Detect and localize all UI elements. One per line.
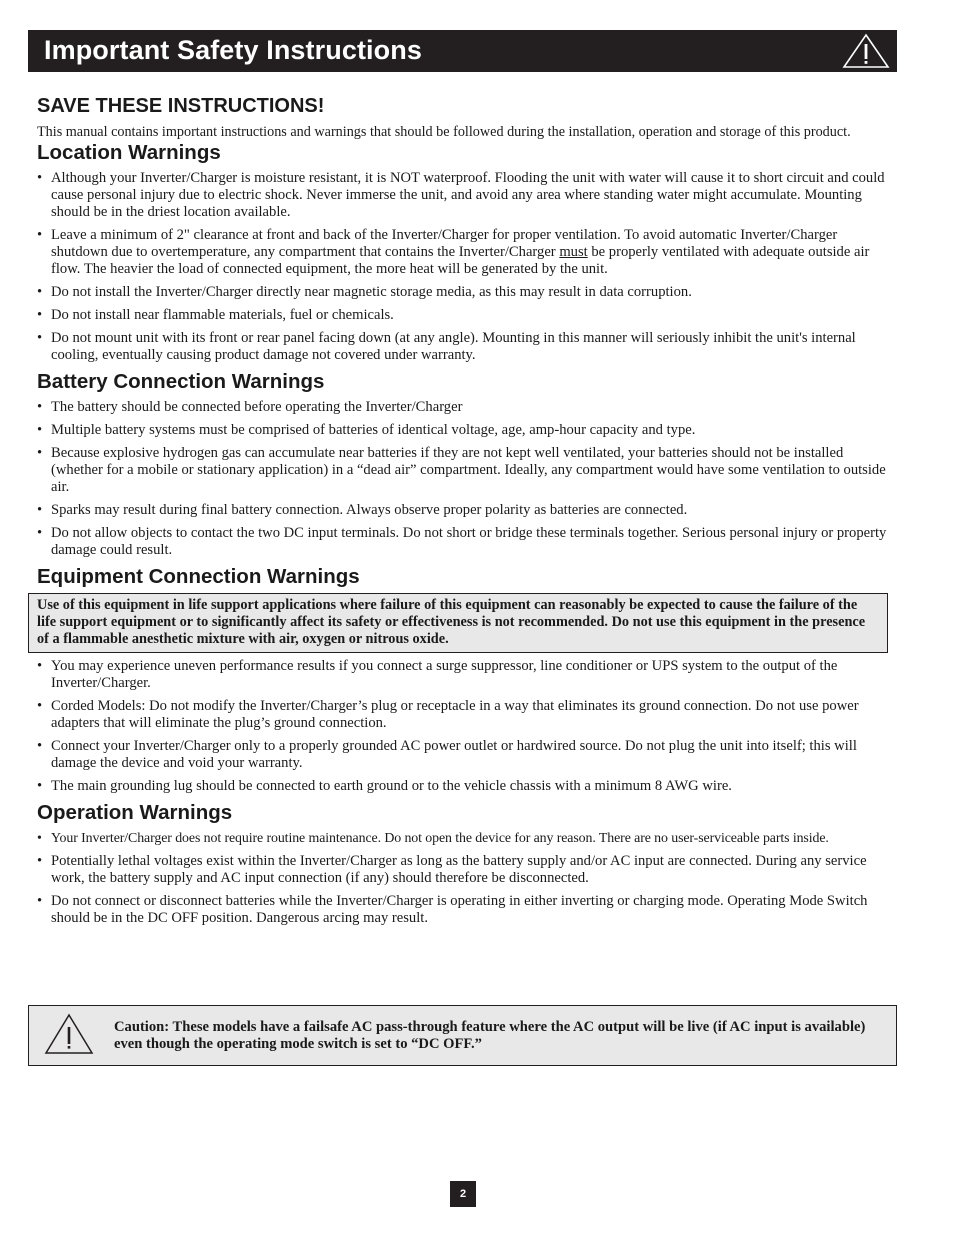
list-item: • Do not install near flammable materials, fuel or chemicals. bbox=[37, 307, 887, 324]
list-item: • Your Inverter/Charger does not require routine maintenance. Do not open the device for any reason. There are no user-serviceable parts inside. bbox=[37, 830, 887, 847]
list-item: • Do not mount unit with its front or rear panel facing down (at any angle). Mounting in this manner will seriously inhibit the unit's internal cooling, eventually causing product damage not covered under warranty. bbox=[37, 330, 887, 364]
list-item: • Do not install the Inverter/Charger directly near magnetic storage media, as this may result in data corruption. bbox=[37, 284, 887, 301]
emphasis-must: must bbox=[559, 244, 588, 260]
caution-text: Caution: These models have a failsafe AC pass-through feature where the AC output will be live (if AC input is available) even though the operating mode switch is set to “DC OFF.” bbox=[114, 1019, 866, 1052]
operation-heading: Operation Warnings bbox=[37, 801, 233, 824]
list-item: • Do not connect or disconnect batteries while the Inverter/Charger is operating in either inverting or charging mode. Operating Mode Switch should be in the DC OFF position. Dangerous arcing may result. bbox=[37, 893, 887, 927]
list-item: • Although your Inverter/Charger is moisture resistant, it is NOT waterproof. Flooding the unit with water will cause it to short circuit and could cause personal injury due to electric shock. Never immerse the unit, and avoid any area where standing water might accumulate. Mounting should be in the driest location available. bbox=[37, 170, 887, 221]
warning-triangle-icon bbox=[841, 32, 891, 70]
battery-heading: Battery Connection Warnings bbox=[37, 370, 325, 393]
title-bar bbox=[28, 30, 897, 72]
intro-text: This manual contains important instructions and warnings that should be followed during the installation, operation and storage of this product. bbox=[37, 124, 851, 140]
list-item: • You may experience uneven performance results if you connect a surge suppressor, line conditioner or UPS system to the output of the Inverter/Charger. bbox=[37, 658, 887, 692]
list-item: • Multiple battery systems must be comprised of batteries of identical voltage, age, amp-hour capacity and type. bbox=[37, 422, 887, 439]
list-item: • Connect your Inverter/Charger only to a properly grounded AC power outlet or hardwired source. Do not plug the unit into itself; this will damage the device and void your warranty. bbox=[37, 738, 887, 772]
page-title: Important Safety Instructions bbox=[44, 35, 422, 65]
text-run: Leave a minimum of 2" clearance at front and back of the Inverter/Charger for proper ventilation. To avoid automatic Inverter/Charger shutdown due to overtemperature, any compartment that contains the Inverter/Charger bbox=[51, 227, 838, 260]
operation-list bbox=[37, 830, 887, 927]
life-support-notice: Use of this equipment in life support applications where failure of this equipment can reasonably be expected to cause the failure of the life support equipment or to significantly affect its safety or effectiveness is not recommended. Do not use this equipment in the presence of a flammable anesthetic mixture with air, oxygen or nitrous oxide. bbox=[28, 593, 888, 653]
warning-triangle-icon bbox=[43, 1012, 95, 1056]
content bbox=[37, 95, 887, 933]
list-item: • The main grounding lug should be connected to earth ground or to the vehicle chassis with a minimum 8 AWG wire. bbox=[37, 778, 887, 795]
equipment-heading: Equipment Connection Warnings bbox=[37, 565, 360, 588]
caution-box bbox=[28, 1005, 897, 1066]
list-item bbox=[37, 227, 887, 278]
text-run: be properly ventilated with adequate outside air flow. The heavier the load of connected equipment, the more heat will be generated by the unit. bbox=[51, 244, 870, 277]
equipment-list bbox=[37, 658, 887, 795]
list-item: • Do not allow objects to contact the two DC input terminals. Do not short or bridge these terminals together. Serious personal injury or property damage could result. bbox=[37, 525, 887, 559]
list-item: • The battery should be connected before operating the Inverter/Charger bbox=[37, 399, 887, 416]
list-item: • Because explosive hydrogen gas can accumulate near batteries if they are not kept well ventilated, your batteries should not be installed (whether for a mobile or stationary application) in a “dead air” compartment. Ideally, any compartment would have some ventilation to outside air. bbox=[37, 445, 887, 496]
list-item: • Sparks may result during final battery connection. Always observe proper polarity as batteries are connected. bbox=[37, 502, 887, 519]
list-item: • Potentially lethal voltages exist within the Inverter/Charger as long as the battery supply and/or AC input are connected. During any service work, the battery supply and AC input connection (if any) should therefore be disconnected. bbox=[37, 853, 887, 887]
list-item: • Corded Models: Do not modify the Inverter/Charger’s plug or receptacle in a way that eliminates its ground connection. Do not use power adapters that will eliminate the plug’s ground connection. bbox=[37, 698, 887, 732]
location-list bbox=[37, 170, 887, 364]
battery-list bbox=[37, 399, 887, 559]
page-number: 2 bbox=[450, 1181, 476, 1207]
location-heading: Location Warnings bbox=[37, 141, 221, 164]
save-heading: SAVE THESE INSTRUCTIONS! bbox=[37, 95, 325, 117]
